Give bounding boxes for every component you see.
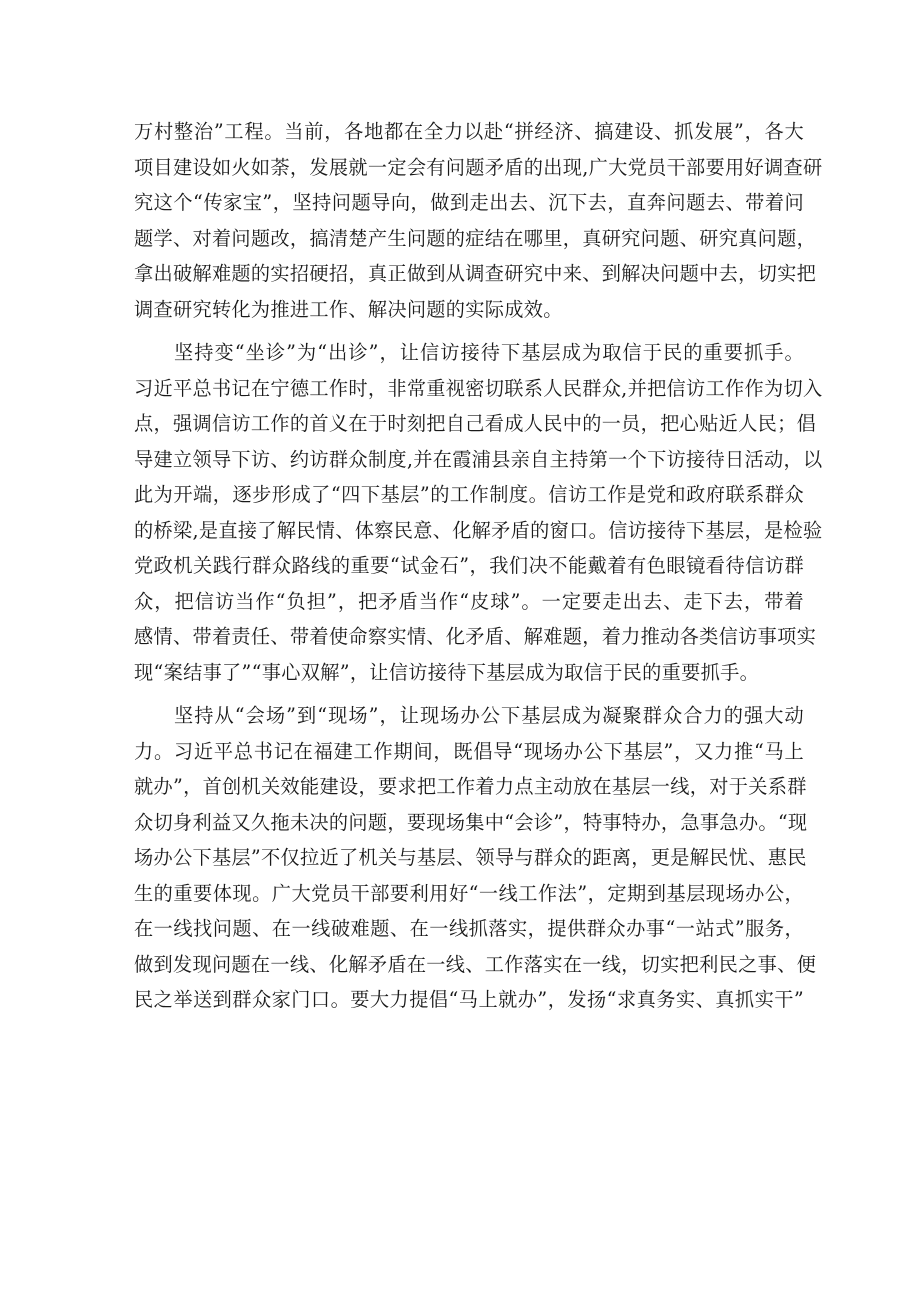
text-line: 众，把信访当作“负担”，把矛盾当作“皮球”。一定要走出去、走下去，带着: [134, 589, 804, 613]
text-line: 众切身利益又久拖未决的问题，要现场集中“会诊”，特事特办，急事急办。“现: [134, 810, 808, 834]
text-line: 万村整治”工程。当前，各地都在全力以赴“拼经济、搞建设、抓发展”，各大: [134, 120, 804, 143]
text-line: 生的重要体现。广大党员干部要利用好“一线工作法”，定期到基层现场办公，: [134, 881, 804, 905]
paragraph-1: [134, 114, 823, 327]
text-line: 坚持从“会场”到“现场”，让现场办公下基层成为凝聚群众合力的强大动: [174, 704, 804, 727]
text-line: 坚持变“坐诊”为“出诊”，让信访接待下基层成为取信于民的重要抓手。: [174, 341, 804, 364]
text-line: 民之举送到群众家门口。要大力提倡“马上就办”，发扬“求真务实、真抓实干”: [134, 988, 804, 1011]
text-line: 题学、对着问题改，搞清楚产生问题的症结在哪里，真研究问题、研究真问题，: [134, 226, 817, 250]
paragraph-2: [134, 335, 823, 690]
text-line: 调查研究转化为推进工作、解决问题的实际成效。: [134, 297, 563, 321]
text-line: 场办公下基层”不仅拉近了机关与基层、领导与群众的距离，更是解民忧、惠民: [134, 846, 807, 869]
text-line: 此为开端，逐步形成了“四下基层”的工作制度。信访工作是党和政府联系群众: [134, 483, 804, 506]
text-line: 项目建设如火如荼，发展就一定会有问题矛盾的出现,广大党员干部要用好调查研: [134, 155, 823, 179]
text-line: 党政机关践行群众路线的重要“试金石”，我们决不能戴着有色眼镜看待信访群: [134, 554, 804, 577]
text-line: 点，强调信访工作的首义在于时刻把自己看成人民中的一员，把心贴近人民；倡: [134, 412, 817, 435]
text-line: 习近平总书记在宁德工作时，非常重视密切联系人民群众,并把信访工作作为切入: [134, 376, 823, 400]
paragraph-3: [134, 698, 817, 1018]
text-line: 做到发现问题在一线、化解矛盾在一线、工作落实在一线，切实把利民之事、便: [134, 952, 817, 976]
text-line: 就办”，首创机关效能建设，要求把工作着力点主动放在基层一线，对于关系群: [134, 775, 807, 798]
text-line: 拿出破解难题的实招硬招，真正做到从调查研究中来、到解决问题中去，切实把: [134, 262, 817, 285]
text-line: 现“案结事了”“事心双解”，让信访接待下基层成为取信于民的重要抓手。: [134, 660, 760, 684]
text-line: 在一线找问题、在一线破难题、在一线抓落实，提供群众办事“一站式”服务，: [134, 917, 804, 940]
text-line: 力。习近平总书记在福建工作期间，既倡导“现场办公下基层”，又力推“马上: [134, 739, 804, 763]
text-line: 感情、带着责任、带着使命察实情、化矛盾、解难题，着力推动各类信访事项实: [134, 625, 817, 648]
text-line: 的桥梁,是直接了解民情、体察民意、化解矛盾的窗口。信访接待下基层，是检验: [134, 518, 823, 542]
text-line: 导建立领导下访、约访群众制度,并在霞浦县亲自主持第一个下访接待日活动，以: [134, 447, 823, 471]
document-body: [134, 114, 823, 1018]
text-line: 究这个“传家宝”，坚持问题导向，做到走出去、沉下去，直奔问题去、带着问: [134, 191, 804, 214]
